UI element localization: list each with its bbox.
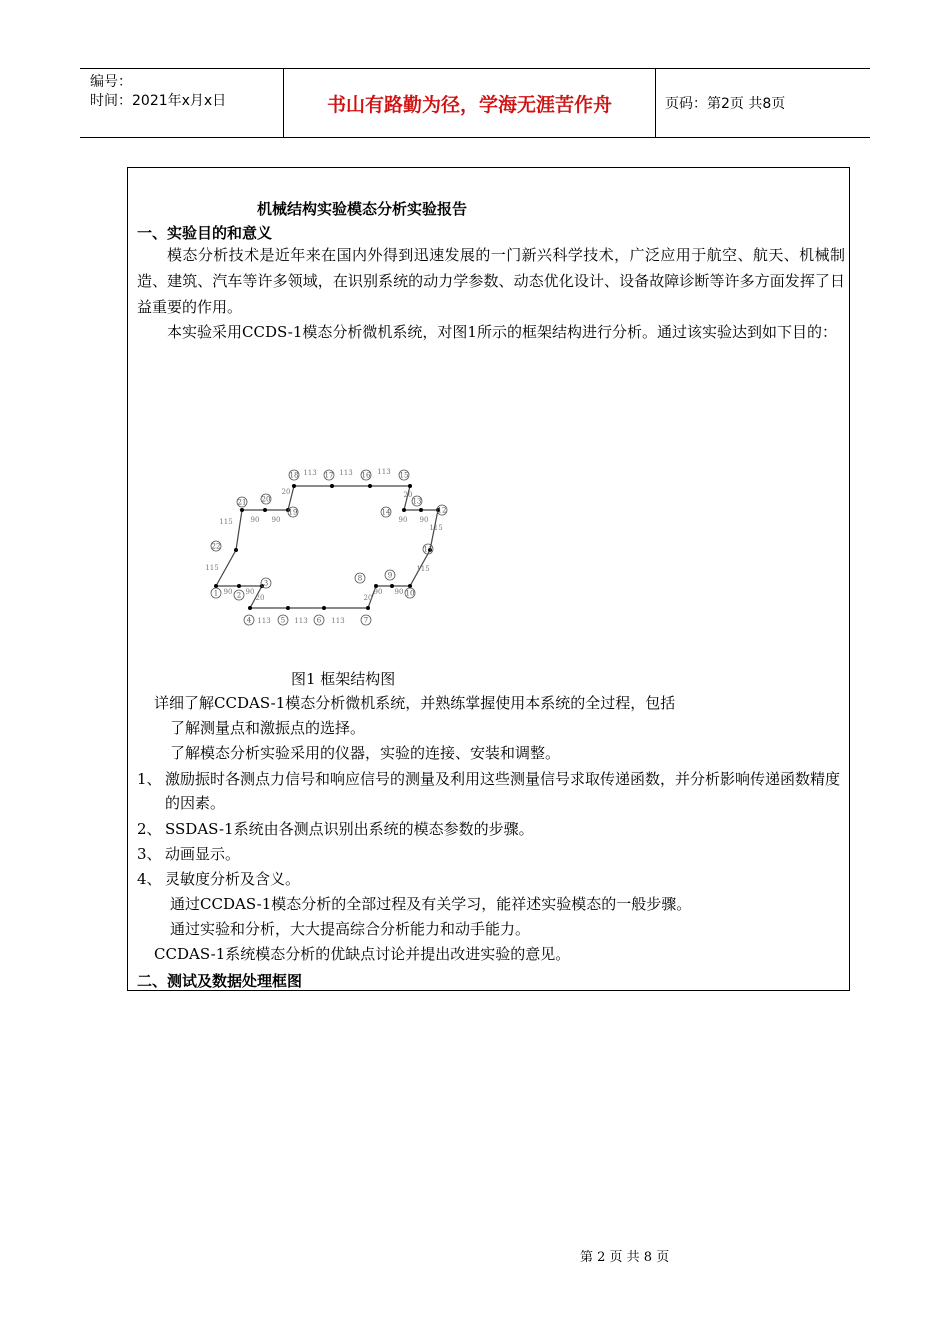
node-label: 5 [280,616,286,625]
list-text: SSDAS-1系统由各测点识别出系统的模态参数的步骤。 [165,820,534,838]
text-line: 详细了解CCDAS-1模态分析微机系统，并熟练掌握使用本系统的全过程，包括 [154,694,676,712]
node-label: 13 [412,497,422,506]
dimension-label: 113 [377,468,391,476]
node-label: 1 [213,589,219,598]
dimension-label: 113 [294,617,308,625]
report-title: 机械结构实验模态分析实验报告 [257,200,468,218]
figure-caption: 图1 框架结构图 [291,670,396,688]
node-label: 22 [211,542,221,551]
frame-structure-diagram [198,462,458,632]
dimension-label: 90 [373,588,383,596]
paragraph-purpose: 本实验采用CCDS-1模态分析微机系统，对图1所示的框架结构进行分析。通过该实验达到如下目的： [167,323,837,341]
node-label: 2 [236,591,242,600]
dimension-label: 20 [363,594,373,602]
dimension-label: 20 [403,491,413,499]
node-label: 4 [246,616,252,625]
dimension-label: 90 [271,516,281,524]
section-1-heading: 一、实验目的和意义 [137,224,273,242]
list-number: 1、 [137,770,162,788]
node-label: 3 [263,579,269,588]
text-line: 通过CCDAS-1模态分析的全部过程及有关学习，能祥述实验模态的一般步骤。 [170,895,692,913]
dimension-label: 90 [398,516,408,524]
list-number: 4、 [137,870,162,888]
section-2-heading: 二、测试及数据处理框图 [137,972,303,990]
time-label: 时间：2021年x月x日 [90,93,227,109]
dimension-label: 90 [419,516,429,524]
text-line: 了解测量点和激振点的选择。 [170,719,366,737]
node-label: 9 [387,571,393,580]
text-line: CCDAS-1系统模态分析的优缺点讨论并提出改进实验的意见。 [154,945,571,963]
node-label: 19 [288,508,298,517]
list-text: 动画显示。 [165,845,241,863]
node-label: 11 [423,545,433,554]
node-label: 18 [289,471,299,480]
node-label: 8 [357,574,363,583]
dimension-label: 90 [250,516,260,524]
list-text: 激励振时各测点力信号和响应信号的测量及利用这些测量信号求取传递函数，并分析影响传递函数精度的因素。 [165,770,841,812]
list-text: 灵敏度分析及含义。 [165,870,301,888]
dimension-label: 113 [339,469,353,477]
motto: 书山有路勤为径，学海无涯苦作舟 [283,69,656,137]
dimension-label: 20 [255,594,265,602]
dimension-label: 115 [205,564,219,572]
text-line: 通过实验和分析，大大提高综合分析能力和动手能力。 [170,920,531,938]
dimension-label: 90 [223,588,233,596]
dimension-label: 113 [257,617,271,625]
list-number: 2、 [137,820,162,838]
page-footer: 第 2 页 共 8 页 [580,1250,670,1265]
dimension-label: 115 [429,524,443,532]
header-left [90,73,226,111]
node-label: 12 [437,506,447,515]
node-label: 14 [381,508,391,517]
node-label: 16 [361,471,371,480]
dimension-label: 115 [219,518,233,526]
page-label: 页码：第2页 共8页 [665,96,786,112]
node-label: 15 [399,471,409,480]
page-header [80,68,870,138]
node-label: 7 [363,616,369,625]
code-label: 编号： [90,74,132,90]
list-number: 3、 [137,845,162,863]
dimension-label: 20 [281,488,291,496]
node-label: 10 [405,589,415,598]
node-label: 6 [316,616,322,625]
text-line: 了解模态分析实验采用的仪器，实验的连接、安装和调整。 [170,744,561,762]
dimension-label: 90 [245,588,255,596]
node-label: 20 [261,495,271,504]
dimension-label: 115 [416,565,430,573]
node-label: 21 [237,498,247,507]
dimension-label: 113 [303,469,317,477]
node-label: 17 [324,471,334,480]
dimension-label: 113 [331,617,345,625]
paragraph-intro: 模态分析技术是近年来在国内外得到迅速发展的一门新兴科学技术，广泛应用于航空、航天、机械制造、建筑、汽车等许多领域，在识别系统的动力学参数、动态优化设计、设备故障诊断等许多方面发挥了日益重要的作用。 [137,246,845,316]
dimension-label: 90 [394,588,404,596]
